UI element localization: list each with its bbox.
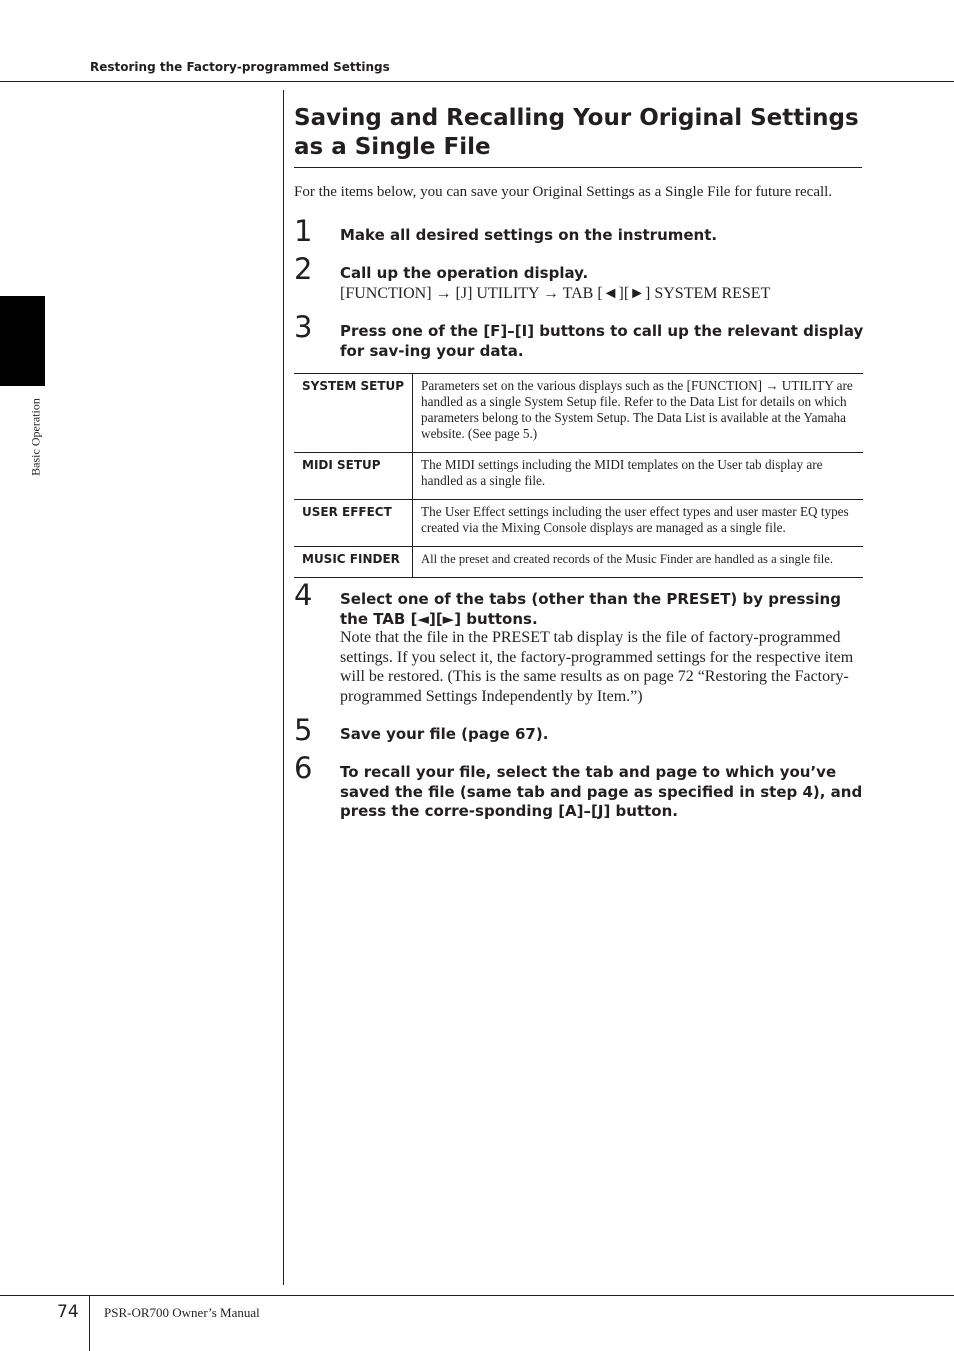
title-rule (294, 167, 862, 168)
step-title: Make all desired settings on the instrument. (340, 226, 718, 244)
table-row (294, 453, 863, 500)
step-number: 6 (294, 751, 313, 785)
step-body: [FUNCTION] → [J] UTILITY → TAB [◄][►] SYSTEM RESET (340, 285, 771, 302)
step-title: Press one of the [F]–[I] buttons to call up the relevant display for sav-ing your data. (340, 322, 864, 360)
table-desc: The MIDI settings including the MIDI templates on the User tab display are handled as a single file. (421, 457, 823, 488)
step-body: Note that the file in the PRESET tab display is the file of factory-programmed settings. If you select it, the factory-programmed settings for the respective item will be restored. (This is the same results as on page 72 “Restoring the Factory-programmed Settings Independently by Item.”) (340, 629, 854, 705)
running-head: Restoring the Factory-programmed Settings (90, 60, 390, 74)
table-key: USER EFFECT (294, 500, 413, 547)
table-desc: All the preset and created records of the Music Finder are handled as a single file. (421, 552, 833, 566)
chapter-side-label: Basic Operation (28, 398, 43, 476)
table-key: SYSTEM SETUP (294, 374, 413, 453)
step-number: 5 (294, 713, 313, 747)
table-desc: Parameters set on the various displays such as the [FUNCTION] → UTILITY are handled as a single System Setup file. Refer to the Data List for details on which parameters belong to the System Setup. The Data List is available at the Yamaha website. (See page 5.) (421, 378, 853, 441)
step-number: 1 (294, 214, 313, 248)
step-title: To recall your file, select the tab and page to which you’ve saved the file (same tab and page as specified in step 4), and press the corre-sponding [A]–[J] button. (340, 763, 863, 820)
step-title: Save your file (page 67). (340, 725, 549, 743)
chapter-tab-marker (0, 296, 45, 386)
manual-title: PSR-OR700 Owner’s Manual (104, 1305, 260, 1320)
section-title: Saving and Recalling Your Original Settings as a Single File (294, 105, 859, 160)
section-intro: For the items below, you can save your Original Settings as a Single File for future recall. (294, 184, 833, 200)
table-key: MIDI SETUP (294, 453, 413, 500)
step-title: Call up the operation display. (340, 264, 589, 282)
step-number: 4 (294, 578, 313, 612)
table-key: MUSIC FINDER (294, 547, 413, 578)
column-divider (283, 90, 284, 1285)
setup-file-table (294, 373, 863, 578)
header-rule (0, 81, 954, 82)
table-row (294, 500, 863, 547)
table-row (294, 547, 863, 578)
footer-rule (0, 1295, 954, 1296)
step-number: 3 (294, 310, 313, 344)
step-title: Select one of the tabs (other than the PRESET) by pressing the TAB [◄][►] buttons. (340, 590, 841, 628)
step-number: 2 (294, 252, 313, 286)
page-number: 74 (57, 1302, 79, 1322)
footer-divider (89, 1295, 90, 1351)
table-desc: The User Effect settings including the user effect types and user master EQ types created via the Mixing Console displays are managed as a single file. (421, 504, 849, 535)
table-row (294, 374, 863, 453)
